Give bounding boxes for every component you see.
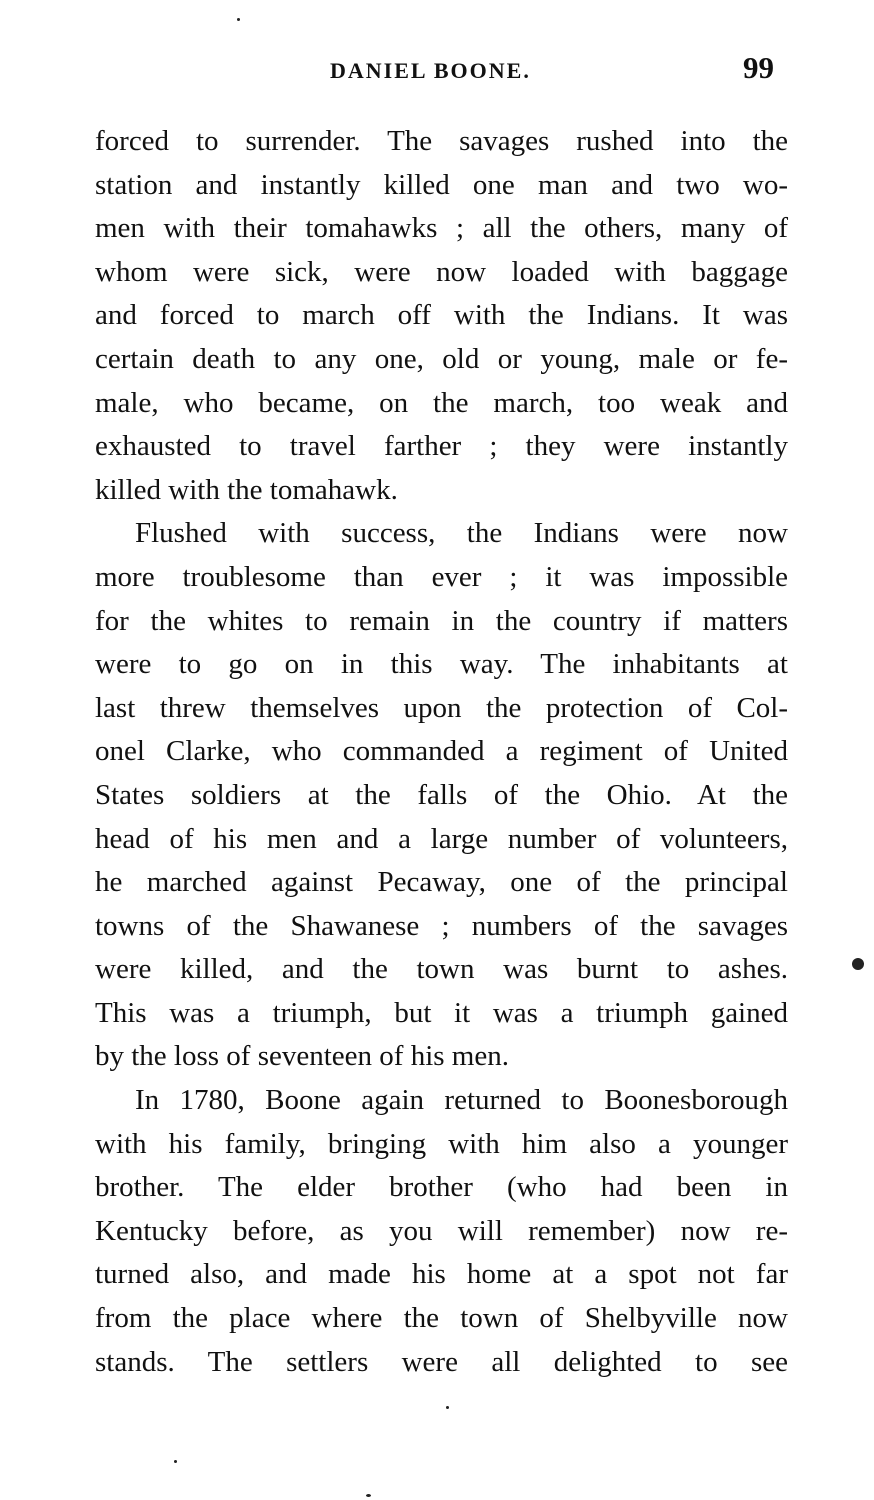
- text-line: This was a triumph, but it was a triumph gained: [95, 996, 788, 1029]
- scan-speck: [174, 1460, 177, 1463]
- text-line: exhausted to travel farther ; they were instantly: [95, 430, 788, 463]
- text-line: towns of the Shawanese ; numbers of the savages: [95, 909, 788, 942]
- text-line: Kentucky before, as you will remember) now re-: [95, 1214, 788, 1247]
- page-body-text: [95, 120, 788, 1384]
- text-line: whom were sick, were now loaded with baggage: [95, 255, 788, 288]
- text-line: Flushed with success, the Indians were now: [135, 517, 788, 550]
- scan-speck: [446, 1406, 449, 1409]
- scan-speck: [852, 958, 864, 970]
- text-line: were to go on in this way. The inhabitants at: [95, 648, 788, 681]
- text-line: with his family, bringing with him also a younger: [95, 1127, 788, 1160]
- text-line: for the whites to remain in the country if matters: [95, 604, 788, 637]
- text-line: forced to surrender. The savages rushed into the: [95, 125, 788, 157]
- text-line: head of his men and a large number of volunteers,: [95, 822, 788, 855]
- text-line: were killed, and the town was burnt to ashes.: [95, 953, 788, 986]
- text-line: from the place where the town of Shelbyville now: [95, 1302, 788, 1335]
- text-line: male, who became, on the march, too weak and: [95, 386, 788, 419]
- text-line: station and instantly killed one man and two wo-: [95, 168, 788, 201]
- paragraph-2: [95, 512, 788, 1079]
- text-line: last threw themselves upon the protection of Col-: [95, 691, 788, 724]
- text-line: he marched against Pecaway, one of the principal: [95, 866, 788, 899]
- text-line: In 1780, Boone again returned to Boonesborough: [135, 1084, 788, 1117]
- text-line: more troublesome than ever ; it was impossible: [95, 560, 788, 593]
- text-line: certain death to any one, old or young, male or fe-: [95, 342, 788, 375]
- text-line: brother. The elder brother (who had been in: [95, 1171, 788, 1204]
- scan-speck: [237, 18, 240, 21]
- page-number: 99: [743, 50, 774, 85]
- paragraph-1: [95, 120, 788, 512]
- text-line: stands. The settlers were all delighted to see: [95, 1345, 788, 1378]
- text-line: and forced to march off with the Indians. It was: [95, 299, 788, 332]
- text-line: onel Clarke, who commanded a regiment of United: [95, 735, 788, 768]
- running-head-title: DANIEL BOONE.: [330, 58, 531, 83]
- text-line: killed with the tomahawk.: [95, 473, 398, 506]
- text-line: turned also, and made his home at a spot not far: [95, 1258, 788, 1291]
- text-line: men with their tomahawks ; all the others, many of: [95, 212, 788, 245]
- text-line: by the loss of seventeen of his men.: [95, 1040, 509, 1073]
- paragraph-3: [95, 1079, 788, 1384]
- text-line: States soldiers at the falls of the Ohio. At the: [95, 778, 788, 811]
- scan-speck: [366, 1494, 371, 1497]
